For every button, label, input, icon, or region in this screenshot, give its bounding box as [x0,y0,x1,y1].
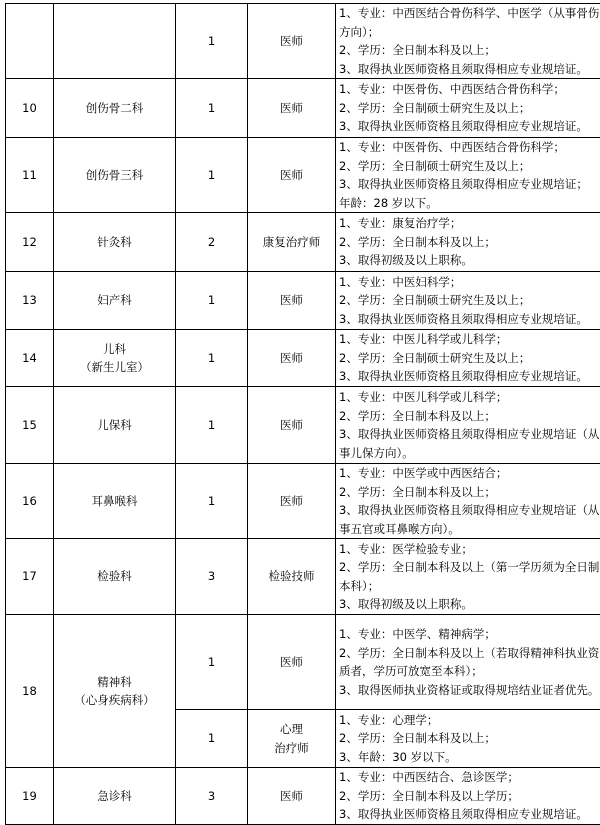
table-row [6,4,600,79]
row-number: 14 [6,330,54,387]
requirement-line: 2、学历：全日制本科及以上； [339,729,600,748]
table-row [6,615,600,710]
recruitment-table [5,3,600,825]
table-row [6,213,600,272]
requirement-line: 3、年龄：30 岁以下。 [339,748,600,767]
requirement-line: 2、学历：全日制本科及以上（若取得精神科执业资质者，学历可放宽至本科）； [339,644,600,681]
requirements [336,387,600,464]
requirements [336,79,600,138]
requirement-line: 2、学历：全日制硕士研究生及以上； [339,349,600,368]
row-number: 10 [6,79,54,138]
position-name: 心理 [248,720,335,739]
requirements [336,768,600,825]
row-number: 16 [6,464,54,539]
table-row [6,138,600,213]
requirement-line: 2、学历：全日制硕士研究生及以上； [339,291,600,310]
headcount: 1 [176,138,248,213]
department: 检验科 [54,539,176,615]
table-row [6,768,600,825]
requirement-line: 2、学历：全日制本科及以上； [339,41,600,60]
row-number: 12 [6,213,54,272]
requirement-line: 3、取得执业医师资格且须取得相应专业规培证。 [339,805,600,824]
headcount: 1 [176,710,248,768]
requirements [336,4,600,79]
position: 检验技师 [248,539,336,615]
requirement-line: 年龄：28 岁以下。 [339,194,600,213]
row-number: 15 [6,387,54,464]
table-row [6,79,600,138]
requirement-line: 3、取得医师执业资格证或取得规培结业证者优先。 [339,681,600,700]
row-number: 11 [6,138,54,213]
requirement-line: 1、专业：中医妇科学； [339,273,600,292]
row-number: 13 [6,272,54,330]
position: 医师 [248,272,336,330]
requirement-line: 3、取得执业医师资格且须取得相应专业规培证（从事儿保方向）。 [339,425,600,462]
position: 医师 [248,387,336,464]
table-row [6,330,600,387]
department: 妇产科 [54,272,176,330]
requirement-line: 3、取得执业医师资格且须取得相应专业规培证； [339,175,600,194]
headcount: 1 [176,4,248,79]
department: 创伤骨二科 [54,79,176,138]
headcount: 1 [176,79,248,138]
position-subname: 治疗师 [248,739,335,758]
requirement-line: 3、取得执业医师资格且须取得相应专业规培证。 [339,117,600,136]
requirement-line: 2、学历：全日制本科及以上； [339,483,600,502]
requirement-line: 1、专业：中医儿科学或儿科学； [339,388,600,407]
requirement-line: 1、专业：医学检验专业； [339,540,600,559]
requirement-line: 1、专业：中医骨伤、中西医结合骨伤科学； [339,80,600,99]
row-number: 17 [6,539,54,615]
position: 医师 [248,79,336,138]
table-row [6,464,600,539]
position: 康复治疗师 [248,213,336,272]
requirement-line: 1、专业：心理学； [339,711,600,730]
position: 医师 [248,768,336,825]
position: 医师 [248,4,336,79]
table-row [6,272,600,330]
headcount: 1 [176,330,248,387]
department-subname: （心身疾病科） [54,691,175,710]
department [54,615,176,768]
headcount: 1 [176,272,248,330]
requirement-line: 3、取得执业医师资格且须取得相应专业规培证。 [339,310,600,329]
position: 医师 [248,138,336,213]
table-row [6,539,600,615]
requirement-line: 2、学历：全日制本科及以上； [339,407,600,426]
requirements [336,539,600,615]
department [54,4,176,79]
requirement-line: 1、专业：康复治疗学； [339,214,600,233]
department: 创伤骨三科 [54,138,176,213]
requirement-line: 3、取得执业医师资格且须取得相应专业规培证。 [339,367,600,386]
requirement-line: 1、专业：中医儿科学或儿科学； [339,330,600,349]
requirements [336,138,600,213]
requirement-line: 3、取得执业医师资格且须取得相应专业规培证。 [339,60,600,79]
department: 儿保科 [54,387,176,464]
department: 耳鼻喉科 [54,464,176,539]
row-number: 18 [6,615,54,768]
requirement-line: 1、专业：中医学或中西医结合； [339,464,600,483]
headcount: 3 [176,539,248,615]
requirement-line: 1、专业：中医骨伤、中西医结合骨伤科学； [339,138,600,157]
requirements [336,213,600,272]
requirements [336,272,600,330]
headcount: 2 [176,213,248,272]
department: 针灸科 [54,213,176,272]
table-row [6,387,600,464]
row-number: 19 [6,768,54,825]
department-name: 儿科 [54,340,175,359]
headcount: 1 [176,387,248,464]
requirement-line: 1、专业：中西医结合骨伤科学、中医学（从事骨伤方向）； [339,4,600,41]
headcount: 3 [176,768,248,825]
department-subname: （新生儿室） [54,358,175,377]
position [248,710,336,768]
department-name: 精神科 [54,673,175,692]
position: 医师 [248,330,336,387]
requirements [336,710,600,768]
position: 医师 [248,615,336,710]
headcount: 1 [176,615,248,710]
requirement-line: 2、学历：全日制本科及以上； [339,233,600,252]
requirement-line: 3、取得初级及以上职称。 [339,595,600,614]
requirement-line: 2、学历：全日制硕士研究生及以上； [339,99,600,118]
requirement-line: 1、专业：中西医结合、急诊医学； [339,768,600,787]
requirement-line: 2、学历：全日制硕士研究生及以上； [339,157,600,176]
requirement-line: 3、取得初级及以上职称。 [339,251,600,270]
requirement-line: 2、学历：全日制本科及以上（第一学历须为全日制本科）； [339,558,600,595]
requirements [336,464,600,539]
table-body [6,4,600,825]
row-number [6,4,54,79]
requirements [336,615,600,710]
requirement-line: 3、取得执业医师资格且须取得相应专业规培证（从事五官或耳鼻喉方向）。 [339,501,600,538]
requirements [336,330,600,387]
requirement-line: 2、学历：全日制本科及以上学历； [339,787,600,806]
position: 医师 [248,464,336,539]
headcount: 1 [176,464,248,539]
department: 急诊科 [54,768,176,825]
department [54,330,176,387]
requirement-line: 1、专业：中医学、精神病学； [339,625,600,644]
